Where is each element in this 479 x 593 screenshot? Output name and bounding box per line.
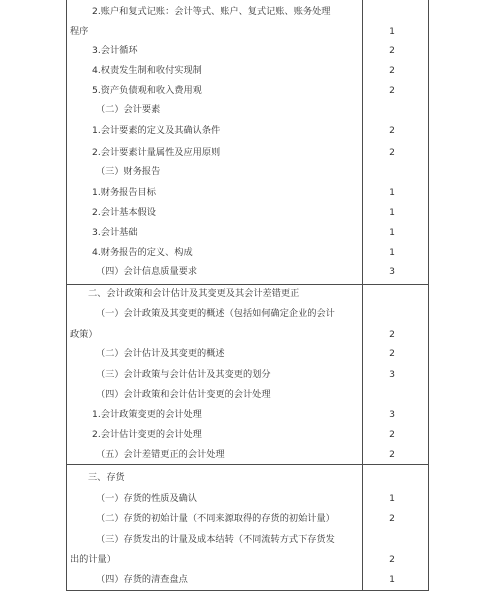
- hours-cell: 2: [389, 85, 395, 96]
- table-row: [66, 223, 429, 243]
- hours-cell: 2: [389, 429, 395, 440]
- topic-cell: （一）存货的性质及确认: [96, 493, 198, 504]
- table-row: [66, 365, 429, 385]
- table-row: [66, 325, 429, 345]
- topic-cell: 4.财务报告的定义、构成: [92, 247, 193, 258]
- hours-cell: 1: [389, 247, 395, 258]
- hours-cell: 3: [389, 409, 395, 420]
- table-row: [66, 162, 429, 182]
- topic-cell: 2.会计基本假设: [92, 207, 156, 218]
- topic-cell: 2.会计要素计量属性及应用原则: [92, 147, 221, 158]
- table-row: [66, 143, 429, 163]
- table-row: [66, 262, 429, 282]
- topic-cell: 2.会计估计变更的会计处理: [92, 429, 202, 440]
- hours-cell: 2: [389, 45, 395, 56]
- topic-cell: （三）财务报告: [96, 166, 161, 177]
- table-row: [66, 468, 429, 488]
- table-row: [66, 550, 429, 570]
- table-row: [66, 489, 429, 509]
- table-row: [66, 445, 429, 465]
- hours-cell: 2: [389, 65, 395, 76]
- hours-cell: 2: [389, 125, 395, 136]
- topic-cell: 出的计量）: [70, 554, 116, 565]
- table-row: [66, 344, 429, 364]
- table-row: [66, 243, 429, 263]
- topic-cell: 1.财务报告目标: [92, 187, 156, 198]
- table-row: [66, 570, 429, 590]
- hours-cell: 1: [389, 26, 395, 37]
- table-row: [66, 385, 429, 405]
- hours-cell: 1: [389, 574, 395, 585]
- table-row: [66, 530, 429, 550]
- topic-cell: 三、存货: [88, 472, 125, 483]
- topic-cell: （二）存货的初始计量（不同来源取得的存货的初始计量）: [96, 513, 335, 524]
- table-row: [66, 61, 429, 81]
- hours-cell: 1: [389, 227, 395, 238]
- table-row: [66, 81, 429, 101]
- table-bottom-border: [66, 590, 429, 591]
- topic-cell: （三）存货发出的计量及成本结转（不同流转方式下存货发: [96, 534, 335, 545]
- hours-cell: 2: [389, 554, 395, 565]
- syllabus-table: [66, 0, 429, 591]
- hours-cell: 2: [389, 348, 395, 359]
- topic-cell: 政策）: [70, 329, 98, 340]
- hours-cell: 1: [389, 493, 395, 504]
- topic-cell: （二）会计要素: [96, 104, 161, 115]
- hours-cell: 1: [389, 187, 395, 198]
- topic-cell: （三）会计政策与会计估计及其变更的划分: [96, 369, 271, 380]
- topic-cell: （二）会计估计及其变更的概述: [96, 348, 225, 359]
- hours-cell: 2: [389, 329, 395, 340]
- topic-cell: 1.会计要素的定义及其确认条件: [92, 125, 221, 136]
- hours-cell: 2: [389, 513, 395, 524]
- table-row: [66, 509, 429, 529]
- table-row: [66, 304, 429, 324]
- topic-cell: （一）会计政策及其变更的概述（包括如何确定企业的会计: [96, 308, 335, 319]
- topic-cell: （五）会计差错更正的会计处理: [96, 449, 225, 460]
- hours-cell: 2: [389, 449, 395, 460]
- topic-cell: 程序: [70, 26, 89, 37]
- table-row: [66, 405, 429, 425]
- hours-cell: 1: [389, 207, 395, 218]
- hours-cell: 3: [389, 266, 395, 277]
- topic-cell: 3.会计循环: [92, 45, 138, 56]
- topic-cell: 3.会计基础: [92, 227, 138, 238]
- table-row: [66, 2, 429, 22]
- topic-cell: 5.资产负债观和收入费用观: [92, 85, 202, 96]
- hours-cell: 3: [389, 369, 395, 380]
- topic-cell: 1.会计政策变更的会计处理: [92, 409, 202, 420]
- topic-cell: 2.账户和复式记账：会计等式、账户、复式记账、账务处理: [92, 6, 331, 17]
- table-row: [66, 425, 429, 445]
- topic-cell: 4.权责发生制和收付实现制: [92, 65, 202, 76]
- topic-cell: （四）会计政策和会计估计变更的会计处理: [96, 389, 271, 400]
- hours-cell: 2: [389, 147, 395, 158]
- table-row: [66, 284, 429, 304]
- topic-cell: 二、会计政策和会计估计及其变更及其会计差错更正: [88, 288, 300, 299]
- table-row: [66, 22, 429, 42]
- topic-cell: （四）存货的清查盘点: [96, 574, 188, 585]
- table-row: [66, 203, 429, 223]
- table-row: [66, 41, 429, 61]
- table-row: [66, 121, 429, 141]
- table-row: [66, 100, 429, 120]
- table-row: [66, 183, 429, 203]
- topic-cell: （四）会计信息质量要求: [96, 266, 198, 277]
